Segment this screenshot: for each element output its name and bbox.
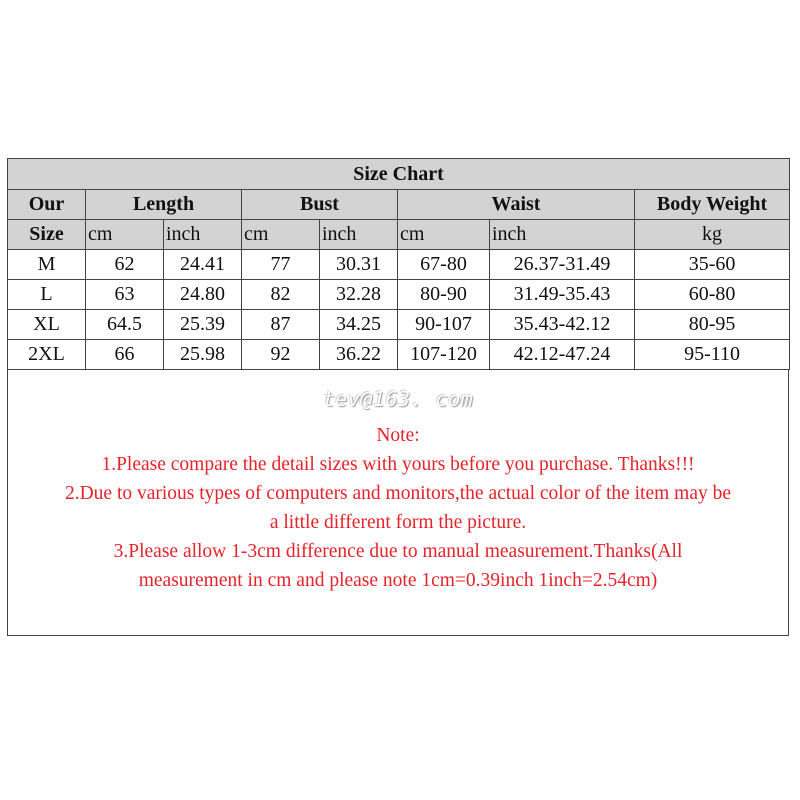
header-size: Size xyxy=(8,220,86,250)
note-line: 2.Due to various types of computers and monitors,the actual color of the item may be xyxy=(64,483,732,504)
table-row xyxy=(8,250,790,280)
cell-bust-cm: 77 xyxy=(242,250,320,280)
cell-size: XL xyxy=(8,310,86,340)
cell-weight-kg: 35-60 xyxy=(635,250,790,280)
table-row xyxy=(8,310,790,340)
unit-bust-inch: inch xyxy=(320,220,398,250)
size-chart-table xyxy=(7,158,790,370)
unit-bust-cm: cm xyxy=(242,220,320,250)
cell-waist-cm: 67-80 xyxy=(398,250,490,280)
unit-waist-cm: cm xyxy=(398,220,490,250)
table-row xyxy=(8,340,790,370)
cell-length-cm: 66 xyxy=(86,340,164,370)
table-row xyxy=(8,280,790,310)
note-line: a little different form the picture. xyxy=(269,512,527,533)
cell-waist-cm: 90-107 xyxy=(398,310,490,340)
note-line: 1.Please compare the detail sizes with yours before you purchase. Thanks!!! xyxy=(101,454,695,475)
cell-length-inch: 25.39 xyxy=(164,310,242,340)
header-body-weight: Body Weight xyxy=(635,190,790,220)
header-length: Length xyxy=(86,190,242,220)
note-heading: Note: xyxy=(376,425,420,446)
header-waist: Waist xyxy=(398,190,635,220)
cell-bust-inch: 36.22 xyxy=(320,340,398,370)
cell-weight-kg: 60-80 xyxy=(635,280,790,310)
cell-length-cm: 64.5 xyxy=(86,310,164,340)
cell-weight-kg: 95-110 xyxy=(635,340,790,370)
note-line: measurement in cm and please note 1cm=0.39inch 1inch=2.54cm) xyxy=(138,570,658,591)
cell-size: 2XL xyxy=(8,340,86,370)
cell-size: L xyxy=(8,280,86,310)
cell-size: M xyxy=(8,250,86,280)
cell-length-cm: 63 xyxy=(86,280,164,310)
unit-length-cm: cm xyxy=(86,220,164,250)
unit-waist-inch: inch xyxy=(490,220,635,250)
size-chart-sheet xyxy=(7,158,789,636)
cell-length-inch: 24.41 xyxy=(164,250,242,280)
cell-bust-inch: 34.25 xyxy=(320,310,398,340)
cell-bust-inch: 32.28 xyxy=(320,280,398,310)
cell-length-inch: 25.98 xyxy=(164,340,242,370)
cell-waist-inch: 42.12-47.24 xyxy=(490,340,635,370)
header-our: Our xyxy=(8,190,86,220)
cell-length-cm: 62 xyxy=(86,250,164,280)
cell-bust-inch: 30.31 xyxy=(320,250,398,280)
cell-bust-cm: 82 xyxy=(242,280,320,310)
cell-waist-cm: 107-120 xyxy=(398,340,490,370)
cell-length-inch: 24.80 xyxy=(164,280,242,310)
cell-waist-inch: 26.37-31.49 xyxy=(490,250,635,280)
cell-bust-cm: 87 xyxy=(242,310,320,340)
notes-block xyxy=(8,421,788,595)
unit-length-inch: inch xyxy=(164,220,242,250)
cell-waist-cm: 80-90 xyxy=(398,280,490,310)
header-bust: Bust xyxy=(242,190,398,220)
note-line: 3.Please allow 1-3cm difference due to manual measurement.Thanks(All xyxy=(113,541,683,562)
cell-waist-inch: 31.49-35.43 xyxy=(490,280,635,310)
cell-waist-inch: 35.43-42.12 xyxy=(490,310,635,340)
chart-title: Size Chart xyxy=(8,159,790,190)
cell-bust-cm: 92 xyxy=(242,340,320,370)
watermark-text: tev@163. com xyxy=(322,387,474,411)
cell-weight-kg: 80-95 xyxy=(635,310,790,340)
unit-weight-kg: kg xyxy=(635,220,790,250)
